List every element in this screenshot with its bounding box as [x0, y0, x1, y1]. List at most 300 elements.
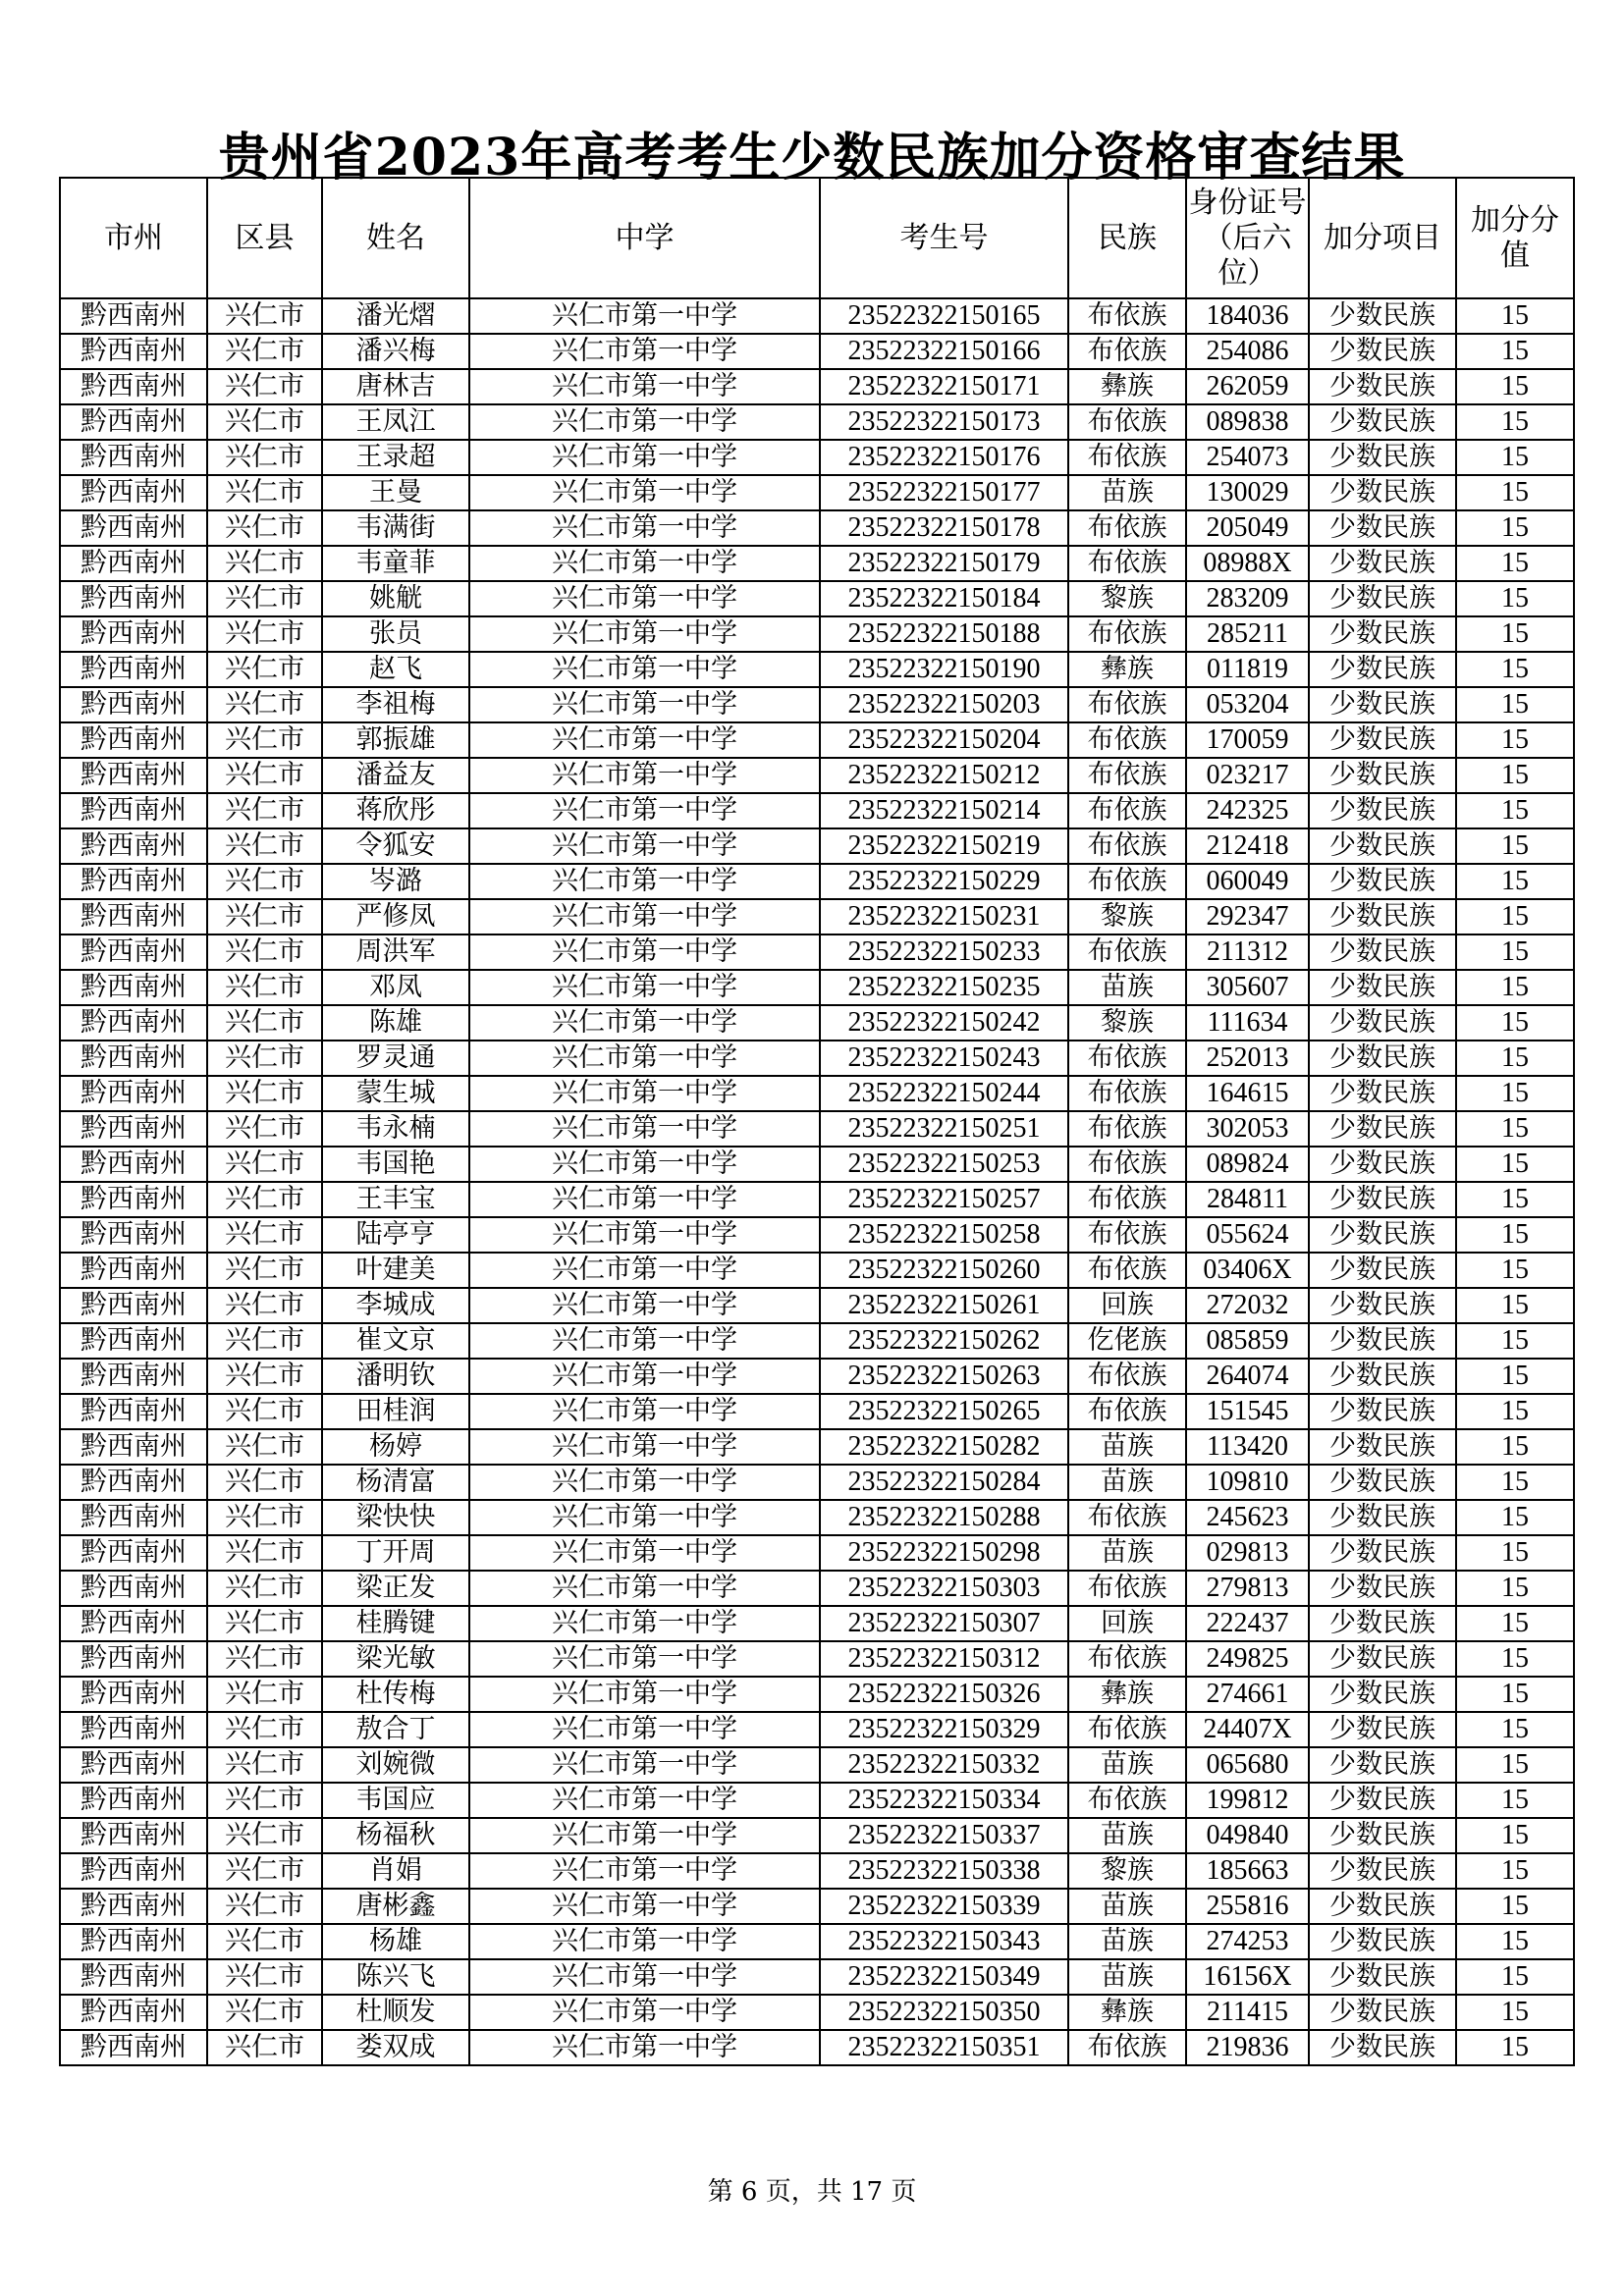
table-row: [60, 2030, 1574, 2065]
page-footer: 第 6 页，共 17 页: [707, 2177, 917, 2207]
table-row: [60, 1995, 1574, 2030]
cell-school: 兴仁市第一中学: [469, 369, 820, 404]
cell-county: 兴仁市: [207, 652, 322, 687]
table-row: [60, 899, 1574, 934]
cell-id-last6: 111634: [1186, 1005, 1309, 1041]
cell-exam-number: 23522322150258: [820, 1217, 1068, 1253]
cell-school: 兴仁市第一中学: [469, 1076, 820, 1111]
cell-bonus-item: 少数民族: [1309, 793, 1456, 828]
cell-id-last6: 272032: [1186, 1288, 1309, 1323]
cell-bonus-value: 15: [1456, 864, 1574, 899]
cell-exam-number: 23522322150214: [820, 793, 1068, 828]
cell-school: 兴仁市第一中学: [469, 1677, 820, 1712]
cell-school: 兴仁市第一中学: [469, 864, 820, 899]
cell-ethnicity: 苗族: [1068, 1959, 1186, 1995]
cell-bonus-item: 少数民族: [1309, 970, 1456, 1005]
header-row: [60, 178, 1574, 298]
cell-id-last6: 252013: [1186, 1041, 1309, 1076]
cell-city: 黔西南州: [60, 1641, 207, 1677]
cell-ethnicity: 彝族: [1068, 369, 1186, 404]
cell-bonus-value: 15: [1456, 1641, 1574, 1677]
cell-county: 兴仁市: [207, 1429, 322, 1465]
cell-bonus-value: 15: [1456, 1853, 1574, 1889]
table-row: [60, 298, 1574, 334]
table-row: [60, 1535, 1574, 1571]
cell-school: 兴仁市第一中学: [469, 440, 820, 475]
cell-ethnicity: 布依族: [1068, 1111, 1186, 1147]
cell-name: 张员: [322, 616, 469, 652]
table-row: [60, 1253, 1574, 1288]
cell-city: 黔西南州: [60, 369, 207, 404]
cell-bonus-value: 15: [1456, 1783, 1574, 1818]
table-row: [60, 934, 1574, 970]
cell-name: 姚觥: [322, 581, 469, 616]
cell-city: 黔西南州: [60, 1712, 207, 1747]
cell-bonus-value: 15: [1456, 440, 1574, 475]
cell-exam-number: 23522322150349: [820, 1959, 1068, 1995]
cell-id-last6: 292347: [1186, 899, 1309, 934]
cell-exam-number: 23522322150173: [820, 404, 1068, 440]
table-row: [60, 722, 1574, 758]
table-row: [60, 1712, 1574, 1747]
cell-bonus-value: 15: [1456, 298, 1574, 334]
cell-bonus-value: 15: [1456, 1111, 1574, 1147]
cell-exam-number: 23522322150166: [820, 334, 1068, 369]
cell-school: 兴仁市第一中学: [469, 970, 820, 1005]
header-city: 市州: [60, 178, 207, 298]
cell-bonus-item: 少数民族: [1309, 1959, 1456, 1995]
cell-school: 兴仁市第一中学: [469, 1041, 820, 1076]
cell-exam-number: 23522322150204: [820, 722, 1068, 758]
cell-ethnicity: 仡佬族: [1068, 1323, 1186, 1359]
cell-bonus-item: 少数民族: [1309, 1712, 1456, 1747]
cell-exam-number: 23522322150332: [820, 1747, 1068, 1783]
cell-bonus-value: 15: [1456, 1005, 1574, 1041]
table-row: [60, 1959, 1574, 1995]
cell-id-last6: 199812: [1186, 1783, 1309, 1818]
table-row: [60, 1818, 1574, 1853]
cell-exam-number: 23522322150288: [820, 1500, 1068, 1535]
cell-school: 兴仁市第一中学: [469, 1712, 820, 1747]
cell-ethnicity: 布依族: [1068, 334, 1186, 369]
cell-exam-number: 23522322150334: [820, 1783, 1068, 1818]
cell-county: 兴仁市: [207, 1182, 322, 1217]
cell-name: 桂腾键: [322, 1606, 469, 1641]
cell-school: 兴仁市第一中学: [469, 1111, 820, 1147]
cell-name: 杜传梅: [322, 1677, 469, 1712]
cell-bonus-item: 少数民族: [1309, 899, 1456, 934]
cell-ethnicity: 布依族: [1068, 616, 1186, 652]
cell-ethnicity: 布依族: [1068, 1641, 1186, 1677]
cell-school: 兴仁市第一中学: [469, 510, 820, 546]
cell-ethnicity: 布依族: [1068, 722, 1186, 758]
cell-name: 王丰宝: [322, 1182, 469, 1217]
cell-exam-number: 23522322150242: [820, 1005, 1068, 1041]
cell-ethnicity: 布依族: [1068, 1253, 1186, 1288]
cell-bonus-value: 15: [1456, 1465, 1574, 1500]
cell-bonus-value: 15: [1456, 1959, 1574, 1995]
cell-city: 黔西南州: [60, 1253, 207, 1288]
cell-school: 兴仁市第一中学: [469, 1889, 820, 1924]
cell-county: 兴仁市: [207, 1677, 322, 1712]
cell-bonus-item: 少数民族: [1309, 510, 1456, 546]
cell-bonus-item: 少数民族: [1309, 1005, 1456, 1041]
cell-name: 敖合丁: [322, 1712, 469, 1747]
cell-exam-number: 23522322150177: [820, 475, 1068, 510]
cell-ethnicity: 黎族: [1068, 899, 1186, 934]
cell-city: 黔西南州: [60, 1747, 207, 1783]
cell-school: 兴仁市第一中学: [469, 1217, 820, 1253]
cell-id-last6: 185663: [1186, 1853, 1309, 1889]
cell-name: 赵飞: [322, 652, 469, 687]
cell-name: 韦满街: [322, 510, 469, 546]
cell-city: 黔西南州: [60, 1076, 207, 1111]
cell-county: 兴仁市: [207, 864, 322, 899]
cell-id-last6: 109810: [1186, 1465, 1309, 1500]
cell-ethnicity: 布依族: [1068, 2030, 1186, 2065]
cell-bonus-value: 15: [1456, 828, 1574, 864]
cell-county: 兴仁市: [207, 1747, 322, 1783]
table-row: [60, 1889, 1574, 1924]
cell-id-last6: 089824: [1186, 1147, 1309, 1182]
cell-id-last6: 055624: [1186, 1217, 1309, 1253]
cell-bonus-item: 少数民族: [1309, 581, 1456, 616]
cell-id-last6: 219836: [1186, 2030, 1309, 2065]
table-row: [60, 1182, 1574, 1217]
cell-exam-number: 23522322150219: [820, 828, 1068, 864]
cell-city: 黔西南州: [60, 1571, 207, 1606]
table-row: [60, 1853, 1574, 1889]
cell-county: 兴仁市: [207, 2030, 322, 2065]
cell-name: 杨婷: [322, 1429, 469, 1465]
cell-name: 韦国艳: [322, 1147, 469, 1182]
cell-school: 兴仁市第一中学: [469, 475, 820, 510]
cell-bonus-item: 少数民族: [1309, 1111, 1456, 1147]
cell-city: 黔西南州: [60, 1323, 207, 1359]
table-row: [60, 1394, 1574, 1429]
cell-school: 兴仁市第一中学: [469, 652, 820, 687]
cell-bonus-value: 15: [1456, 793, 1574, 828]
cell-city: 黔西南州: [60, 1924, 207, 1959]
cell-bonus-item: 少数民族: [1309, 1288, 1456, 1323]
cell-id-last6: 205049: [1186, 510, 1309, 546]
cell-county: 兴仁市: [207, 1641, 322, 1677]
cell-bonus-item: 少数民族: [1309, 1889, 1456, 1924]
cell-name: 韦永楠: [322, 1111, 469, 1147]
cell-county: 兴仁市: [207, 1394, 322, 1429]
header-school: 中学: [469, 178, 820, 298]
cell-name: 杨福秋: [322, 1818, 469, 1853]
cell-ethnicity: 布依族: [1068, 1500, 1186, 1535]
cell-city: 黔西南州: [60, 652, 207, 687]
cell-exam-number: 23522322150337: [820, 1818, 1068, 1853]
cell-bonus-value: 15: [1456, 334, 1574, 369]
cell-name: 杜顺发: [322, 1995, 469, 2030]
cell-exam-number: 23522322150284: [820, 1465, 1068, 1500]
cell-city: 黔西南州: [60, 581, 207, 616]
cell-id-last6: 049840: [1186, 1818, 1309, 1853]
cell-bonus-value: 15: [1456, 1995, 1574, 2030]
cell-bonus-item: 少数民族: [1309, 1606, 1456, 1641]
cell-city: 黔西南州: [60, 475, 207, 510]
cell-ethnicity: 布依族: [1068, 298, 1186, 334]
cell-school: 兴仁市第一中学: [469, 828, 820, 864]
cell-school: 兴仁市第一中学: [469, 1394, 820, 1429]
cell-city: 黔西南州: [60, 1783, 207, 1818]
cell-bonus-value: 15: [1456, 758, 1574, 793]
cell-city: 黔西南州: [60, 298, 207, 334]
cell-id-last6: 254086: [1186, 334, 1309, 369]
cell-bonus-item: 少数民族: [1309, 546, 1456, 581]
cell-bonus-value: 15: [1456, 1041, 1574, 1076]
table-row: [60, 1429, 1574, 1465]
cell-id-last6: 130029: [1186, 475, 1309, 510]
cell-bonus-item: 少数民族: [1309, 1535, 1456, 1571]
cell-name: 梁正发: [322, 1571, 469, 1606]
cell-bonus-item: 少数民族: [1309, 1995, 1456, 2030]
cell-bonus-value: 15: [1456, 1571, 1574, 1606]
cell-county: 兴仁市: [207, 1288, 322, 1323]
cell-name: 陈雄: [322, 1005, 469, 1041]
cell-exam-number: 23522322150257: [820, 1182, 1068, 1217]
cell-id-last6: 08988X: [1186, 546, 1309, 581]
table-row: [60, 1500, 1574, 1535]
cell-id-last6: 242325: [1186, 793, 1309, 828]
cell-name: 肖娟: [322, 1853, 469, 1889]
cell-ethnicity: 苗族: [1068, 1429, 1186, 1465]
cell-bonus-item: 少数民族: [1309, 1076, 1456, 1111]
cell-bonus-item: 少数民族: [1309, 1677, 1456, 1712]
cell-exam-number: 23522322150298: [820, 1535, 1068, 1571]
cell-name: 郭振雄: [322, 722, 469, 758]
table-row: [60, 475, 1574, 510]
cell-name: 崔文京: [322, 1323, 469, 1359]
cell-bonus-item: 少数民族: [1309, 1359, 1456, 1394]
cell-ethnicity: 彝族: [1068, 1677, 1186, 1712]
cell-bonus-value: 15: [1456, 581, 1574, 616]
cell-ethnicity: 彝族: [1068, 652, 1186, 687]
cell-name: 梁快快: [322, 1500, 469, 1535]
cell-exam-number: 23522322150329: [820, 1712, 1068, 1747]
cell-ethnicity: 布依族: [1068, 758, 1186, 793]
cell-bonus-value: 15: [1456, 1677, 1574, 1712]
cell-ethnicity: 布依族: [1068, 1076, 1186, 1111]
table-row: [60, 1465, 1574, 1500]
cell-name: 王凤江: [322, 404, 469, 440]
cell-id-last6: 255816: [1186, 1889, 1309, 1924]
cell-ethnicity: 布依族: [1068, 1217, 1186, 1253]
table-row: [60, 1323, 1574, 1359]
cell-school: 兴仁市第一中学: [469, 1500, 820, 1535]
cell-bonus-item: 少数民族: [1309, 828, 1456, 864]
cell-name: 李城成: [322, 1288, 469, 1323]
cell-bonus-item: 少数民族: [1309, 687, 1456, 722]
cell-exam-number: 23522322150178: [820, 510, 1068, 546]
cell-id-last6: 011819: [1186, 652, 1309, 687]
cell-ethnicity: 布依族: [1068, 510, 1186, 546]
cell-name: 韦童菲: [322, 546, 469, 581]
cell-county: 兴仁市: [207, 722, 322, 758]
cell-school: 兴仁市第一中学: [469, 1959, 820, 1995]
cell-bonus-value: 15: [1456, 2030, 1574, 2065]
cell-bonus-value: 15: [1456, 546, 1574, 581]
cell-bonus-item: 少数民族: [1309, 1641, 1456, 1677]
cell-city: 黔西南州: [60, 1041, 207, 1076]
cell-county: 兴仁市: [207, 899, 322, 934]
cell-bonus-item: 少数民族: [1309, 404, 1456, 440]
cell-name: 蒙生城: [322, 1076, 469, 1111]
cell-name: 唐彬鑫: [322, 1889, 469, 1924]
cell-id-last6: 184036: [1186, 298, 1309, 334]
cell-city: 黔西南州: [60, 1995, 207, 2030]
cell-county: 兴仁市: [207, 1606, 322, 1641]
cell-bonus-item: 少数民族: [1309, 652, 1456, 687]
cell-county: 兴仁市: [207, 934, 322, 970]
cell-bonus-item: 少数民族: [1309, 1465, 1456, 1500]
cell-city: 黔西南州: [60, 1005, 207, 1041]
cell-id-last6: 113420: [1186, 1429, 1309, 1465]
cell-city: 黔西南州: [60, 1853, 207, 1889]
cell-id-last6: 274661: [1186, 1677, 1309, 1712]
cell-bonus-value: 15: [1456, 475, 1574, 510]
cell-exam-number: 23522322150303: [820, 1571, 1068, 1606]
cell-bonus-value: 15: [1456, 1076, 1574, 1111]
cell-exam-number: 23522322150253: [820, 1147, 1068, 1182]
cell-city: 黔西南州: [60, 510, 207, 546]
cell-ethnicity: 布依族: [1068, 1712, 1186, 1747]
results-table: [59, 177, 1575, 2066]
cell-county: 兴仁市: [207, 1712, 322, 1747]
cell-ethnicity: 布依族: [1068, 1394, 1186, 1429]
cell-county: 兴仁市: [207, 369, 322, 404]
cell-exam-number: 23522322150282: [820, 1429, 1068, 1465]
cell-school: 兴仁市第一中学: [469, 546, 820, 581]
cell-bonus-value: 15: [1456, 1606, 1574, 1641]
cell-school: 兴仁市第一中学: [469, 1571, 820, 1606]
table-row: [60, 1359, 1574, 1394]
cell-ethnicity: 黎族: [1068, 1853, 1186, 1889]
cell-bonus-value: 15: [1456, 722, 1574, 758]
cell-county: 兴仁市: [207, 793, 322, 828]
cell-county: 兴仁市: [207, 1853, 322, 1889]
cell-school: 兴仁市第一中学: [469, 1147, 820, 1182]
cell-county: 兴仁市: [207, 970, 322, 1005]
cell-school: 兴仁市第一中学: [469, 1606, 820, 1641]
cell-exam-number: 23522322150260: [820, 1253, 1068, 1288]
cell-ethnicity: 布依族: [1068, 440, 1186, 475]
cell-id-last6: 16156X: [1186, 1959, 1309, 1995]
cell-ethnicity: 布依族: [1068, 546, 1186, 581]
cell-id-last6: 211415: [1186, 1995, 1309, 2030]
cell-bonus-value: 15: [1456, 1288, 1574, 1323]
cell-bonus-value: 15: [1456, 1394, 1574, 1429]
cell-id-last6: 254073: [1186, 440, 1309, 475]
cell-name: 田桂润: [322, 1394, 469, 1429]
cell-name: 叶建美: [322, 1253, 469, 1288]
cell-bonus-value: 15: [1456, 1182, 1574, 1217]
cell-school: 兴仁市第一中学: [469, 581, 820, 616]
cell-id-last6: 053204: [1186, 687, 1309, 722]
cell-school: 兴仁市第一中学: [469, 1995, 820, 2030]
cell-city: 黔西南州: [60, 1465, 207, 1500]
cell-school: 兴仁市第一中学: [469, 1323, 820, 1359]
cell-id-last6: 274253: [1186, 1924, 1309, 1959]
cell-id-last6: 285211: [1186, 616, 1309, 652]
cell-ethnicity: 苗族: [1068, 1889, 1186, 1924]
cell-county: 兴仁市: [207, 1783, 322, 1818]
cell-ethnicity: 苗族: [1068, 475, 1186, 510]
cell-school: 兴仁市第一中学: [469, 1747, 820, 1783]
cell-ethnicity: 苗族: [1068, 970, 1186, 1005]
cell-city: 黔西南州: [60, 1147, 207, 1182]
cell-bonus-value: 15: [1456, 369, 1574, 404]
cell-bonus-item: 少数民族: [1309, 1041, 1456, 1076]
cell-ethnicity: 布依族: [1068, 1182, 1186, 1217]
cell-school: 兴仁市第一中学: [469, 404, 820, 440]
cell-exam-number: 23522322150343: [820, 1924, 1068, 1959]
cell-exam-number: 23522322150233: [820, 934, 1068, 970]
table-row: [60, 1606, 1574, 1641]
cell-id-last6: 085859: [1186, 1323, 1309, 1359]
table-row: [60, 510, 1574, 546]
table-row: [60, 1924, 1574, 1959]
cell-county: 兴仁市: [207, 1465, 322, 1500]
cell-county: 兴仁市: [207, 1217, 322, 1253]
cell-bonus-item: 少数民族: [1309, 369, 1456, 404]
cell-bonus-item: 少数民族: [1309, 616, 1456, 652]
cell-exam-number: 23522322150235: [820, 970, 1068, 1005]
cell-bonus-item: 少数民族: [1309, 2030, 1456, 2065]
cell-name: 岑潞: [322, 864, 469, 899]
cell-county: 兴仁市: [207, 1818, 322, 1853]
cell-id-last6: 151545: [1186, 1394, 1309, 1429]
cell-ethnicity: 回族: [1068, 1288, 1186, 1323]
cell-bonus-item: 少数民族: [1309, 475, 1456, 510]
table-row: [60, 1571, 1574, 1606]
cell-school: 兴仁市第一中学: [469, 1005, 820, 1041]
cell-school: 兴仁市第一中学: [469, 2030, 820, 2065]
cell-exam-number: 23522322150307: [820, 1606, 1068, 1641]
cell-bonus-value: 15: [1456, 1217, 1574, 1253]
cell-city: 黔西南州: [60, 334, 207, 369]
cell-county: 兴仁市: [207, 334, 322, 369]
cell-school: 兴仁市第一中学: [469, 1288, 820, 1323]
cell-school: 兴仁市第一中学: [469, 934, 820, 970]
cell-bonus-value: 15: [1456, 1712, 1574, 1747]
cell-bonus-item: 少数民族: [1309, 1323, 1456, 1359]
cell-city: 黔西南州: [60, 1818, 207, 1853]
cell-county: 兴仁市: [207, 1535, 322, 1571]
cell-city: 黔西南州: [60, 758, 207, 793]
table-row: [60, 758, 1574, 793]
cell-id-last6: 262059: [1186, 369, 1309, 404]
cell-bonus-item: 少数民族: [1309, 864, 1456, 899]
cell-school: 兴仁市第一中学: [469, 1253, 820, 1288]
cell-exam-number: 23522322150176: [820, 440, 1068, 475]
cell-city: 黔西南州: [60, 1677, 207, 1712]
table-row: [60, 616, 1574, 652]
cell-school: 兴仁市第一中学: [469, 1359, 820, 1394]
cell-bonus-item: 少数民族: [1309, 934, 1456, 970]
cell-bonus-value: 15: [1456, 1429, 1574, 1465]
cell-school: 兴仁市第一中学: [469, 1465, 820, 1500]
cell-bonus-value: 15: [1456, 934, 1574, 970]
cell-bonus-item: 少数民族: [1309, 1217, 1456, 1253]
cell-city: 黔西南州: [60, 934, 207, 970]
cell-city: 黔西南州: [60, 1288, 207, 1323]
cell-bonus-item: 少数民族: [1309, 1253, 1456, 1288]
cell-county: 兴仁市: [207, 1889, 322, 1924]
